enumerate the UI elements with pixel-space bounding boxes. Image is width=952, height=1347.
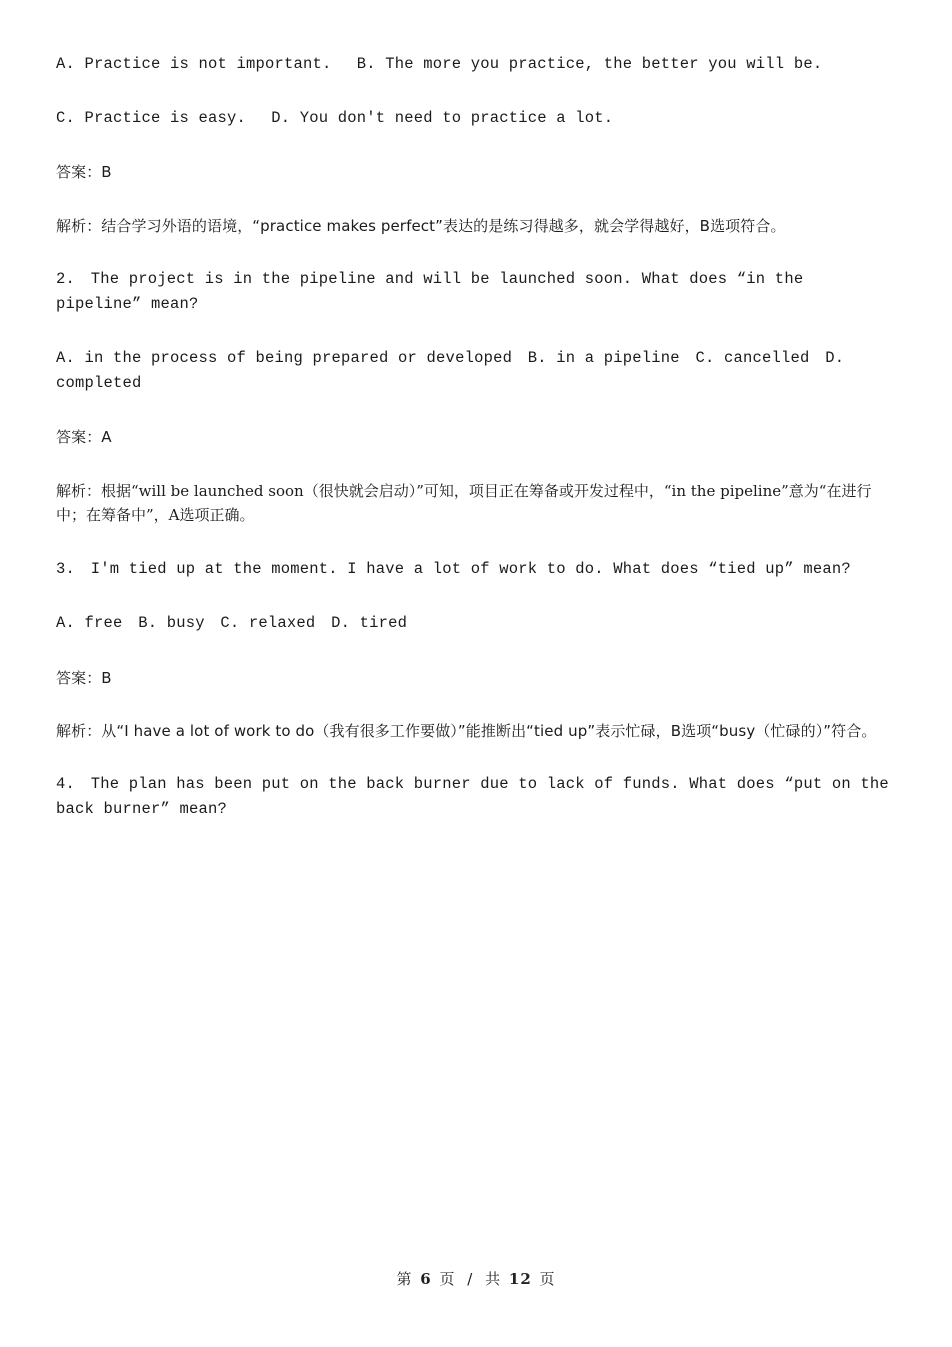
paragraph-q2-stem: 2. The project is in the pipeline and will be launched soon. What does “in the pipeline” mean? [56,269,804,313]
paragraph-q3-analysis: 解析：从“I have a lot of work to do（我有很多工作要做）”能推断出“tied up”表示忙碌，B选项“busy（忙碌的）”符合。 [56,721,877,740]
footer-page-unit: 页 [439,1270,456,1288]
paragraph-q1-options-line1: A. Practice is not important. B. The more you practice, the better you will be. [56,55,823,73]
footer-prefix: 第 [396,1270,413,1288]
footer-total-prefix: 共 [485,1270,502,1288]
document-body [56,52,896,822]
footer-total-unit: 页 [539,1270,556,1288]
paragraph-q4-stem: 4. The plan has been put on the back burner due to lack of funds. What does “put on the back burner” mean? [56,775,889,819]
page-footer [0,1268,952,1289]
footer-total-pages: 12 [508,1270,532,1288]
paragraph-q2-answer: 答案：A [56,428,112,447]
paragraph-q1-analysis: 解析：结合学习外语的语境，“practice makes perfect”表达的是练习得越多，就会学得越好，B选项符合。 [56,216,786,235]
paragraph-q3-answer: 答案：B [56,668,112,687]
paragraph-q3-stem: 3. I'm tied up at the moment. I have a lot of work to do. What does “tied up” mean? [56,560,851,579]
paragraph-q1-options-line2: C. Practice is easy. D. You don't need to practice a lot. [56,109,614,128]
paragraph-q1-answer: 答案：B [56,163,112,182]
footer-current-page: 6 [420,1270,432,1288]
paragraph-q2-analysis: 解析：根据“will be launched soon（很快就会启动）”可知，项目正在筹备或开发过程中，“in the pipeline”意为“在进行中；在筹备中”，A选项正确。 [56,481,872,525]
paragraph-q2-options: A. in the process of being prepared or developed B. in a pipeline C. cancelled D. completed [56,349,845,393]
footer-separator: / [467,1270,474,1288]
paragraph-q3-options: A. free B. busy C. relaxed D. tired [56,614,408,633]
